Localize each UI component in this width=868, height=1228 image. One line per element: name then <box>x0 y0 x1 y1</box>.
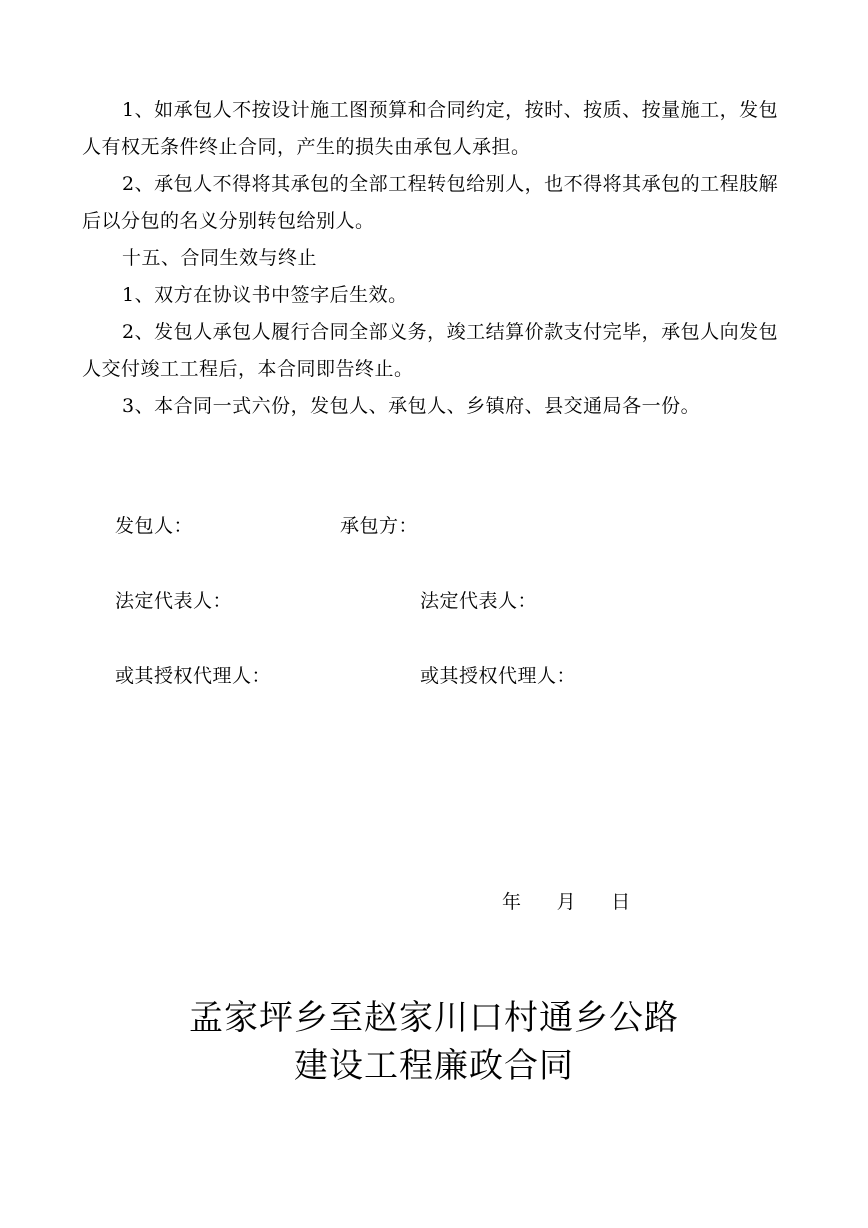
date-year: 年 <box>502 891 522 913</box>
clause-subcontract-paragraph: 2、承包人不得将其承包的全部工程转包给别人，也不得将其承包的工程肢解后以分包的名义分别转包给别人。 <box>82 173 779 232</box>
date-day: 日 <box>611 891 631 913</box>
clause-termination-paragraph: 1、如承包人不按设计施工图预算和合同约定，按时、按质、按量施工，发包人有权无条件终止合同，产生的损失由承包人承担。 <box>82 99 779 158</box>
next-contract-title-line1: 孟家坪乡至赵家川口村通乡公路 <box>189 998 679 1038</box>
contractor-label: 承包方： <box>340 515 419 537</box>
employer-label: 发包人： <box>115 515 194 537</box>
clause-effective-paragraph: 1、双方在协议书中签字后生效。 <box>122 284 408 306</box>
legal-rep-left-label: 法定代表人： <box>115 590 233 612</box>
legal-rep-right-label: 法定代表人： <box>420 590 538 612</box>
agent-right-label: 或其授权代理人： <box>420 665 577 687</box>
date-month: 月 <box>556 891 577 913</box>
next-contract-title-line2: 建设工程廉政合同 <box>294 1046 574 1086</box>
agent-left-label: 或其授权代理人： <box>115 665 272 687</box>
date-line <box>502 890 631 914</box>
clause-end-paragraph: 2、发包人承包人履行合同全部义务，竣工结算价款支付完毕，承包人向发包人交付竣工工程后，本合同即告终止。 <box>82 321 779 380</box>
section-heading: 十五、合同生效与终止 <box>122 247 318 269</box>
clause-copies-paragraph: 3、本合同一式六份，发包人、承包人、乡镇府、县交通局各一份。 <box>122 395 701 417</box>
